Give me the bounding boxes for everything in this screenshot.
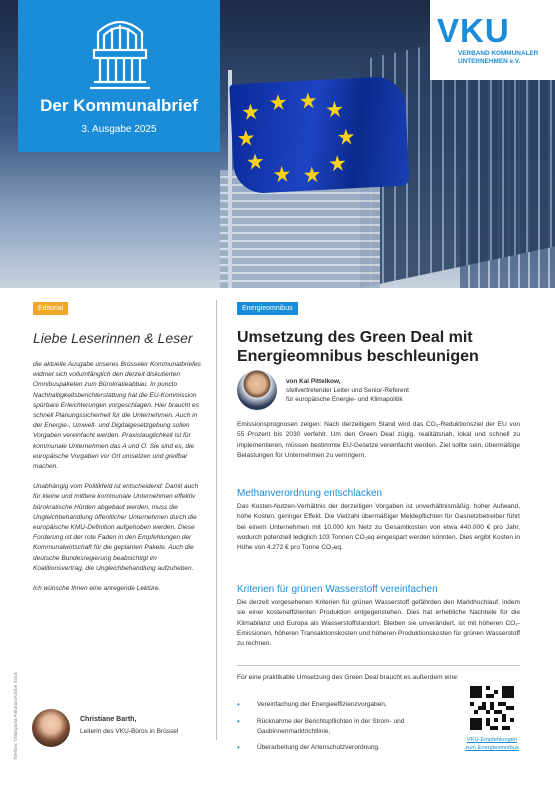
logo-sub-line1: VERBAND KOMMUNALER [458,50,539,57]
issue-number: 3. Ausgabe 2025 [81,124,157,135]
list-item-text: Vereinfachung der Energieeffizienzvorgaben, [257,701,387,708]
bullet-icon: • [237,717,240,726]
article-author-role1: stellvertretender Leiter und Senior-Referent [286,387,409,394]
vku-logo-subtitle [458,50,538,66]
editorial-body [33,360,203,594]
photo-credit: Titelfoto: ©Margarita Pakarius/Adobe Stock [13,672,18,760]
logo-sub-line2: UNTERNEHMEN e.V. [458,58,521,65]
editorial-paragraph: Unabhängig vom Politikfeld ist entscheidend: Damit auch für kleine und mittlere kommunale Unternehmen effektiv bürokratische Hürden abgebaut werden, muss die Ungleichbehandlung öffentlicher Unternehmen durch die europäische KMU-Definition aufgehoben werden. Diese Forderung ist der rote Faden in den Empfehlungen der Kommunalwirtschaft für die geplanten Pakete. Auch die deutsche Bundesregierung beabsichtigt im Koalitionsvertrag, die Ungleichbehandlung aufzuheben. [33,483,199,572]
qr-caption-line2: zum Energieomnibus [465,745,519,751]
eu-flag [229,75,410,194]
qr-caption-line1: VKU-Empfehlungen [466,737,518,743]
article-title-line2: Energieomnibus beschleunigen [237,348,479,365]
editorial-headline: Liebe Leserinnen & Leser [33,330,193,346]
article-title-line1: Umsetzung des Green Deal mit [237,329,473,346]
list-intro: Für eine praktikable Umsetzung des Green Deal braucht es außerdem eine: [237,674,459,681]
vku-logo: VKU [437,12,510,49]
cover-photo [0,0,555,288]
publication-title: Der Kommunalbrief [40,96,198,115]
list-item-text: Rücknahme der Berichtspflichten in der Strom- und Gasbinnenmarktrichtlinie, [257,718,405,735]
section-text-methane: Das Kosten-Nutzen-Verhältnis der derzeitigen Vorgaben ist unverhältnismäßig: hoher Aufwand, hohe Kosten, geringer Effekt. Die Vielzahl übermäßiger Meldepflichten für Gasnetzbetreiber führt bei einem Unternehmen mit 10.000 km Netz zu Gesamtkosten von etwa 440.000 € pro Jahr, wodurch potenziell lediglich 103 Tonnen CO₂eq eingespart werden könnten. Dies ergibt Kosten in Höhe von 4.272 € pro Tonne CO₂eq. [237,503,520,552]
article-author-avatar [237,370,277,410]
list-item [237,700,447,710]
list-item-text: Überarbeitung der Artenschutzverordnung. [257,744,380,751]
section-text-hydrogen: Die derzeit vorgesehenen Kriterien für grünen Wasserstoff gefährden den Markthochlauf, indem sie einer kosteneffizienten Produktion entgegenstehen. Dies hat erhebliche Nachteile für die Klimabilanz und Europa als Wasserstoffstandort. Bleiben sie unverändert, ist mit höheren CO₂-Emissionen, höheren Transaktionskosten und höheren Produktionskosten für grünen Wasserstoff zu rechnen. [237,599,520,648]
article-author-role2: für europäische Energie- und Klimapolitik [286,396,403,403]
section-divider [237,665,520,666]
newsletter-masthead [18,0,220,152]
author-avatar [32,709,70,747]
article-byline [286,377,409,404]
list-item [237,743,447,753]
article-intro: Emissionsprognosen zeigen: Nach derzeitigem Stand wird das CO₂-Reduktionsziel der EU von 55 Prozent bis 2030 verfehlt. Um den Green Deal zügig, realitätsnah, lokal und schnell zu implementieren, müssen bestimmte EU-Gesetze vereinfacht werden. Ziel sollte sein, übermäßige Belastungen für Unternehmen zu verringern. [237,421,520,459]
qr-code-link[interactable] [444,736,540,752]
article-author-name: von Kai Pittelkow, [286,378,341,385]
bullet-icon: • [237,743,240,752]
editorial-paragraph: die aktuelle Ausgabe unseres Brüsseler Kommunalbriefes widmet sich vollumfänglich den derzeit diskutierten Omnibuspaketen zum Bürokratieabbau. In puncto Nachhaltigkeitsberichterstattung hat die EU-Kommission spürbare Erleichterungen vorgeschlagen. Hier braucht es schnell Planungssicherheit für die Unternehmen. Auch in der Energie-, Umwelt- und Digitalgesetzgebung sollen Vorgaben vereinfacht werden. Praxistauglichkeit ist für kommunale Unternehmen das A und O. Sie sind es, die europäische Vorgaben vor Ort umsetzen und greifbar machen. [33,361,201,471]
author-name: Christiane Barth, [80,716,137,723]
editorial-column [33,320,203,604]
section-heading-methane: Methanverordnung entschlacken [237,488,383,499]
author-role: Leiterin des VKU-Büros in Brüssel [80,728,179,735]
qr-code-icon[interactable] [470,686,514,730]
article-title [237,328,527,366]
section-heading-hydrogen: Kriterien für grünen Wasserstoff vereinfachen [237,584,438,595]
column-divider [216,300,217,740]
article-tag: Energieomnibus [237,302,298,315]
parliament-building-icon [90,10,150,90]
list-item [237,717,447,737]
bullet-icon: • [237,700,240,709]
editorial-tag: Editorial [33,302,68,315]
editorial-paragraph: Ich wünsche Ihnen eine anregende Lektüre. [33,585,161,593]
